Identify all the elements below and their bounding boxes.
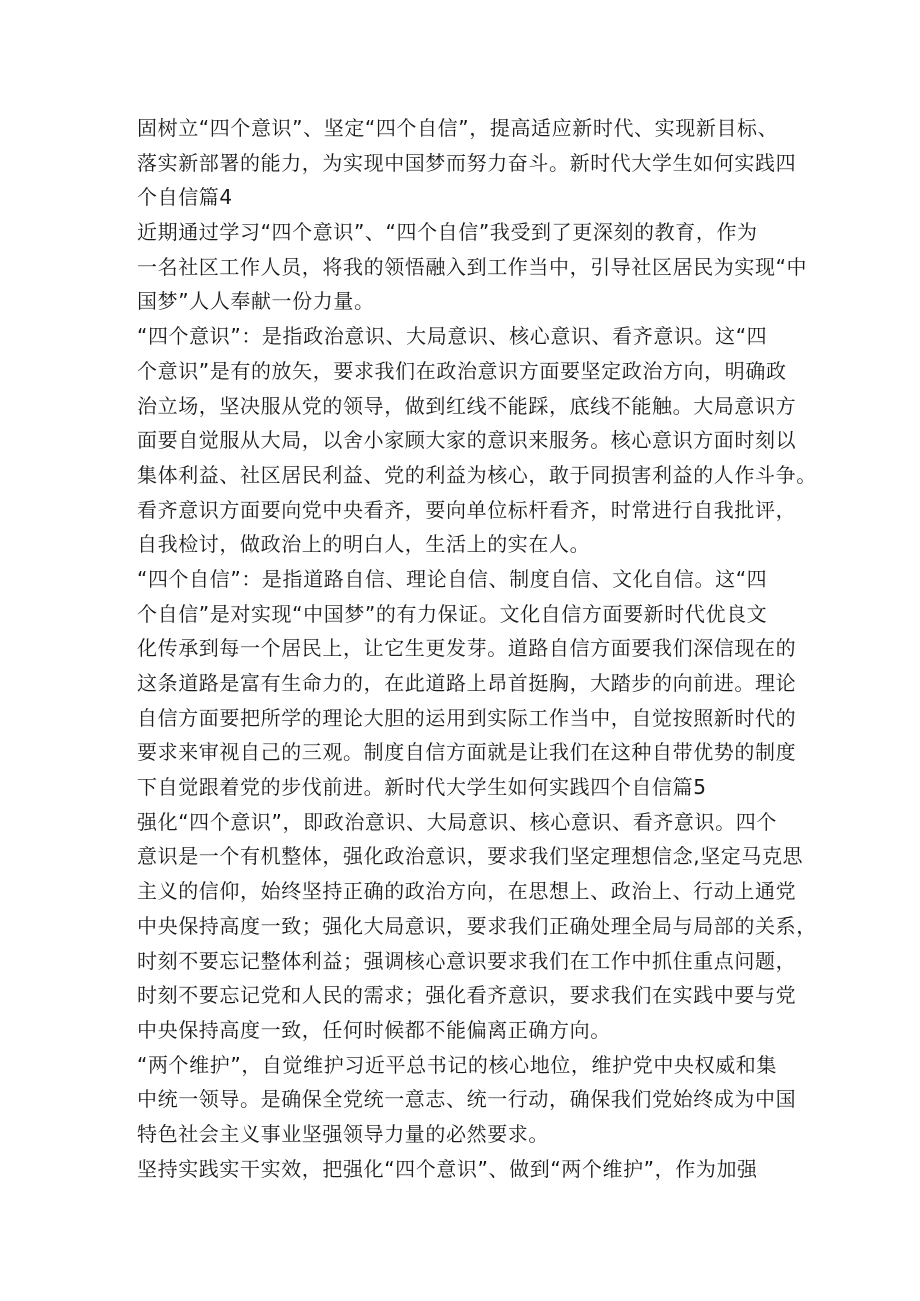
text-line: 落实新部署的能力，为实现中国梦而努力奋斗。新时代大学生如何实践四 [137,150,797,175]
text-line: 特色社会主义事业坚强领导力量的必然要求。 [137,1121,549,1146]
text-line: 要求来审视自己的三观。制度自信方面就是让我们在这种自带优势的制度 [137,740,797,765]
text-line: 时刻不要忘记党和人民的需求；强化看齐意识，要求我们在实践中要与党 [137,983,797,1008]
text-line: 坚持实践实干实效，把强化“四个意识”、做到“两个维护”，作为加强 [137,1156,758,1181]
text-line: 近期通过学习“四个意识”、“四个自信”我受到了更深刻的教育，作为 [137,220,758,245]
text-line: 中央保持高度一致，任何时候都不能偏离正确方向。 [137,1017,611,1042]
text-line: 强化“四个意识”，即政治意识、大局意识、核心意识、看齐意识。四个 [137,809,777,834]
text-line: 时刻不要忘记整体利益；强调核心意识要求我们在工作中抓住重点问题， [137,948,797,973]
text-line: 化传承到每一个居民上，让它生更发芽。道路自信方面要我们深信现在的 [137,636,797,661]
text-line: 这条道路是富有生命力的，在此道路上昂首挺胸，大踏步的向前进。理论 [137,671,797,695]
text-line: 意识是一个有机整体，强化政治意识，要求我们坚定理想信念,坚定马克思 [137,844,804,869]
text-line: 看齐意识方面要向党中央看齐，要向单位标杆看齐，时常进行自我批评， [137,497,797,522]
document-body-text [137,111,817,1186]
text-line: 下自觉跟着党的步伐前进。新时代大学生如何实践四个自信篇5 [137,775,707,800]
text-line: “四个自信”：是指道路自信、理论自信、制度自信、文化自信。这“四 [137,566,768,591]
text-line: 中统一领导。是确保全党统一意志、统一行动，确保我们党始终成为中国 [137,1087,797,1112]
text-line: 中央保持高度一致；强化大局意识，要求我们正确处理全局与局部的关系， [137,913,817,938]
text-line: 国梦”人人奉献一份力量。 [137,289,375,314]
text-line: 个意识”是有的放矢，要求我们在政治意识方面要坚定政治方向，明确政 [137,358,787,383]
text-line: 自信方面要把所学的理论大胆的运用到实际工作当中，自觉按照新时代的 [137,705,797,730]
text-line: 治立场，坚决服从党的领导，做到红线不能踩，底线不能触。大局意识方 [137,393,797,418]
text-line: 自我检讨，做政治上的明白人，生活上的实在人。 [137,532,591,557]
text-line: 个自信”是对实现“中国梦”的有力保证。文化自信方面要新时代优良文 [137,601,768,626]
text-line: 集体利益、社区居民利益、党的利益为核心，敢于同损害利益的人作斗争。 [137,462,817,487]
text-line: 一名社区工作人员，将我的领悟融入到工作当中，引导社区居民为实现“中 [137,254,808,279]
text-line: 主义的信仰，始终坚持正确的政治方向，在思想上、政治上、行动上通党 [137,879,797,904]
text-line: “两个维护”，自觉维护习近平总书记的核心地位，维护党中央权威和集 [137,1052,777,1077]
text-line: 固树立“四个意识”、坚定“四个自信”，提高适应新时代、实现新目标、 [137,116,779,140]
text-line: 个自信篇4 [137,185,233,210]
text-line: 面要自觉服从大局，以舍小家顾大家的意识来服务。核心意识方面时刻以 [137,428,797,453]
text-line: “四个意识”：是指政治意识、大局意识、核心意识、看齐意识。这“四 [137,324,768,349]
